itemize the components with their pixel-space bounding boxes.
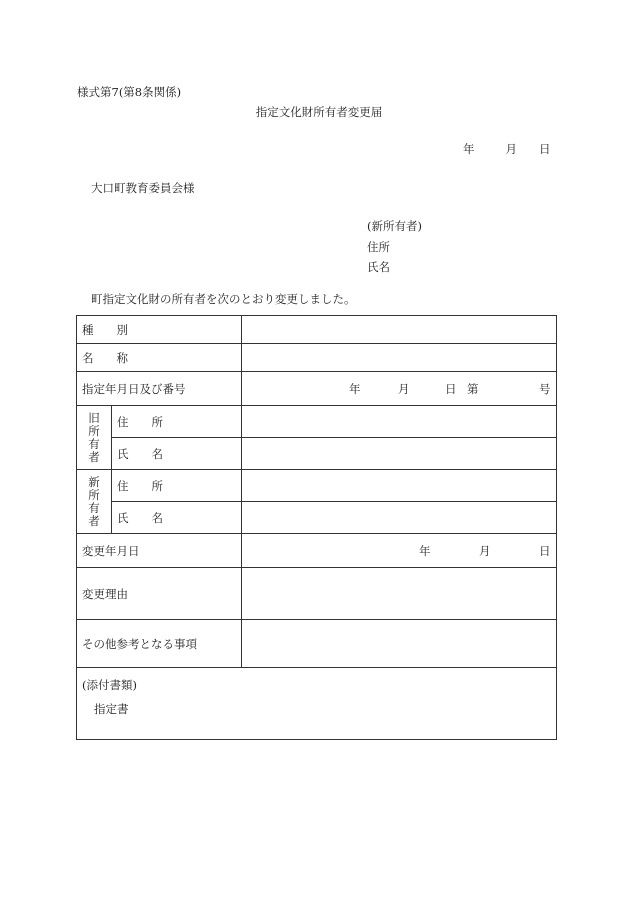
new-owner-address-field[interactable] bbox=[242, 470, 557, 502]
date-month: 月 bbox=[505, 142, 517, 156]
designation-year: 年 bbox=[349, 381, 361, 396]
applicant-block bbox=[367, 216, 422, 278]
designation-dai: 第 bbox=[467, 381, 479, 396]
applicant-address-label: 住所 bbox=[367, 239, 390, 254]
intro-text: 町指定文化財の所有者を次のとおり変更しました。 bbox=[91, 292, 356, 306]
change-date-day: 日 bbox=[539, 543, 551, 558]
change-date-year: 年 bbox=[419, 543, 431, 558]
old-owner-label: 旧 所 有 者 bbox=[77, 406, 112, 470]
attachments-label: (添付書類) bbox=[82, 678, 137, 692]
row-old-owner-name bbox=[77, 438, 557, 470]
other-label: その他参考となる事項 bbox=[77, 620, 242, 668]
applicant-name-label: 氏名 bbox=[367, 260, 390, 274]
old-owner-name-label: 氏 名 bbox=[112, 438, 242, 470]
change-date-label: 変更年月日 bbox=[77, 534, 242, 568]
new-owner-address-label: 住 所 bbox=[112, 470, 242, 502]
designation-go: 号 bbox=[539, 381, 551, 396]
designation-month: 月 bbox=[398, 381, 410, 396]
row-new-owner-name bbox=[77, 502, 557, 534]
date-day: 日 bbox=[539, 142, 551, 156]
submission-date bbox=[463, 141, 551, 157]
type-label: 種 別 bbox=[77, 316, 242, 344]
new-owner-name-field[interactable] bbox=[242, 502, 557, 534]
name-value-field[interactable] bbox=[242, 344, 557, 372]
row-designation bbox=[77, 372, 557, 406]
row-attachments bbox=[77, 668, 557, 740]
date-year: 年 bbox=[463, 142, 475, 156]
old-owner-address-field[interactable] bbox=[242, 406, 557, 438]
reason-field[interactable] bbox=[242, 568, 557, 620]
reason-label: 変更理由 bbox=[77, 568, 242, 620]
row-old-owner-address bbox=[77, 406, 557, 438]
old-owner-name-field[interactable] bbox=[242, 438, 557, 470]
row-new-owner-address bbox=[77, 470, 557, 502]
notification-table bbox=[76, 315, 557, 740]
change-date-month: 月 bbox=[479, 543, 491, 558]
other-field[interactable] bbox=[242, 620, 557, 668]
attachments-cell bbox=[77, 668, 557, 740]
attachments-item: 指定書 bbox=[94, 702, 129, 716]
designation-value-field[interactable] bbox=[242, 372, 557, 406]
change-date-field[interactable] bbox=[242, 534, 557, 568]
form-number-label: 様式第7(第8条関係) bbox=[77, 85, 182, 99]
row-change-date bbox=[77, 534, 557, 568]
new-owner-name-label: 氏 名 bbox=[112, 502, 242, 534]
row-type bbox=[77, 316, 557, 344]
type-value-field[interactable] bbox=[242, 316, 557, 344]
designation-label: 指定年月日及び番号 bbox=[77, 372, 242, 406]
document-title: 指定文化財所有者変更届 bbox=[255, 105, 383, 119]
name-label: 名 称 bbox=[77, 344, 242, 372]
designation-day: 日 bbox=[445, 381, 457, 396]
new-owner-label: 新 所 有 者 bbox=[77, 470, 112, 534]
applicant-heading: (新所有者) bbox=[367, 219, 422, 233]
row-other bbox=[77, 620, 557, 668]
addressee: 大口町教育委員会様 bbox=[91, 181, 195, 195]
row-name bbox=[77, 344, 557, 372]
old-owner-address-label: 住 所 bbox=[112, 406, 242, 438]
row-reason bbox=[77, 568, 557, 620]
